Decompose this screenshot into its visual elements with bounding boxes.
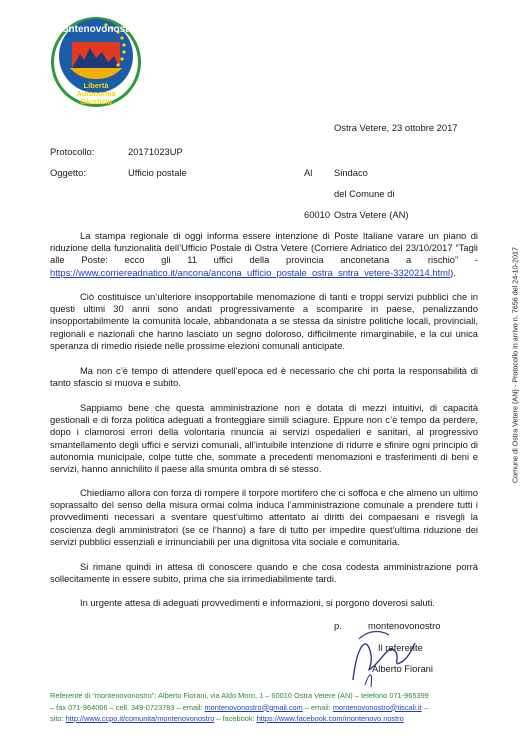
footer-line-2: – fax 071-964066 – cell. 349-0723783 – email: montenovonostro@gmail.com – email: montenovonostro@tiscali.it – xyxy=(50,702,428,712)
protocollo-value: 20171023UP xyxy=(128,146,183,157)
recipient-cap: 60010 xyxy=(304,209,331,220)
email-gmail-link[interactable]: montenovonostro@gmail.com xyxy=(204,702,303,712)
logo-motto-3: Giustizia xyxy=(80,97,112,106)
oggetto-value: Ufficio postale xyxy=(128,167,187,178)
paragraph-4: Sappiamo bene che questa amministrazione non è dotata di mezzi intuitivi, di capacità gestionali e di forza politica adeguati a fronteggiare simili sciagure. Eppure non c’è tempo da perdere, dopo i clamorosi errori della volontaria rinuncia ai servizi ospedalieri e sanitari, al progressivo smantellamento degli uffici e servizi comunali, all’intuibile intenzione di ridurre e sfinire ogni principio di autonomia municipale, colpe tutte che, sommate a precedenti menomazioni e trasferimenti di beni e servizi, hanno annichilito il paese alla smunta ombra di sé stesso. xyxy=(50,402,478,475)
oggetto-label: Oggetto: xyxy=(50,167,86,178)
protocol-stamp-text: Comune di Ostra Vetere (AN) - Protocollo in arrivo n. 7656 del 24-10-2017 xyxy=(510,246,520,484)
paragraph-7: In urgente attesa di adeguati provvedimenti e informazioni, si porgono doverosi saluti. xyxy=(80,597,435,608)
footer xyxy=(50,690,480,725)
logo-motto-2: Autonomia xyxy=(76,89,116,98)
signature-name: Alberto Fiorani xyxy=(372,663,433,674)
footer-line-1: Referente di “montenovonostro”: Alberto Fiorani, via Aldo Moro, 1 – 60010 Ostra Vetere (AN) – telefono 071-965399 xyxy=(50,691,429,700)
montenovonostro-logo xyxy=(50,8,142,116)
corriere-article-link[interactable]: https://www.corriereadriatico.it/ancona/ancona_ufficio_postale_ostra_sntra_vetere-3320214.html xyxy=(50,266,451,278)
signature-p: p. xyxy=(334,620,342,631)
handwritten-signature xyxy=(345,625,420,690)
logo-motto-1: Libertà xyxy=(83,81,109,90)
recipient-line-1: Sindaco xyxy=(334,167,368,178)
logo-name: montenovonostro xyxy=(53,24,139,35)
protocol-stamp xyxy=(503,210,527,520)
signature-org: montenovonostro xyxy=(368,620,441,631)
footer-line-3: sito: http://www.ccpo.it/comunita/montenovonostro – facebook: https://www.facebook.com/montenovo.nostro xyxy=(50,714,404,723)
recipient-al: Al xyxy=(304,167,313,178)
paragraph-1: La stampa regionale di oggi informa essere intenzione di Poste Italiane varare un piano di riduzione della funzionalità dell’Ufficio Postale di Ostra Vetere (Corriere Adriatico del 23/10/2017 “Tagli alle Poste: ecco gli 11 uffici della provincia anconetana a rischio” - https://www.corriereadriatico.it/ancona/ancona_ufficio_postale_ostra_sntra_vetere-3320214.html). xyxy=(50,230,478,278)
website-link[interactable]: http://www.ccpo.it/comunita/montenovonostro xyxy=(65,714,215,723)
paragraph-6: Si rimane quindi in attesa di conoscere quando e che cosa codesta amministrazione porrà sollecitamente in essere subito, prima che sia irrimediabilmente tardi. xyxy=(50,561,478,585)
email-tiscali-link[interactable]: montenovonostro@tiscali.it xyxy=(332,702,422,712)
paragraph-5: Chiediamo allora con forza di rompere il torpore mortifero che ci soffoca e che almeno un ultimo soprassalto del senso della misura ormai colma induca l’amministrazione comunale a prendere tutti i provvedimenti necessari a sventare quest’ultimo attentato ai diritti dei compaesani e risvegli la coscienza degli amministratori (se ce l’hanno) a fare di tutto per impedire quest’ultima riduzione dei servizi pubblici essenziali e irrinunciabili per una dignitosa vita sociale e comunitaria. xyxy=(50,487,478,547)
signature-role: Il referente xyxy=(378,642,423,653)
paragraph-3: Ma non c’è tempo di attendere quell’epoca ed è necessario che chi porta la responsabilità di tanto sfascio si muova e subito. xyxy=(50,365,478,389)
paragraph-2: Ciò costituisce un’ulteriore insopportabile menomazione di tanti e troppi servizi pubblici che in questi ultimi 30 anni sono andati progressivamente a scomparire in paese, penalizzando insopportabilmente la comunità locale, abbandonata a se stessa da sinistre politiche locali, provinciali, regionali e nazionali che hanno lasciato un segno doloroso, difficilmente rimarginabile, e la cui unica speranza di rimedio risiede nelle prossime elezioni comunali anticipate. xyxy=(50,291,478,351)
protocollo-label: Protocollo: xyxy=(50,146,95,157)
recipient-line-2: del Comune di xyxy=(334,188,395,199)
place-date: Ostra Vetere, 23 ottobre 2017 xyxy=(334,122,458,133)
recipient-line-3: Ostra Vetere (AN) xyxy=(334,209,409,220)
facebook-link[interactable]: https://www.facebook.com/montenovo.nostro xyxy=(256,714,404,723)
